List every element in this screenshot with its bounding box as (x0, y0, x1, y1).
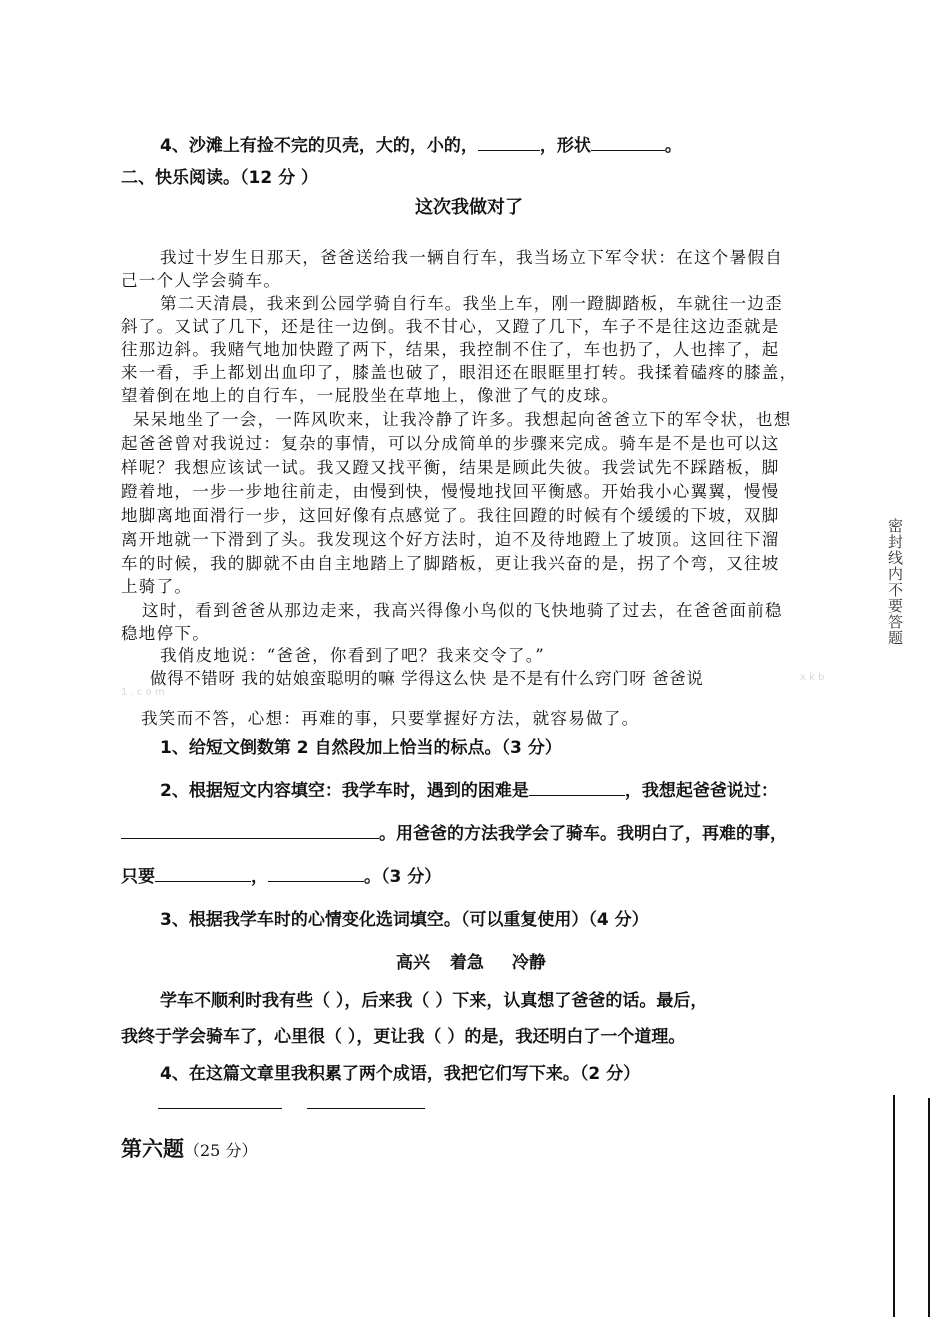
section-6-title: 第六题 (121, 1137, 184, 1161)
watermark: 1 . c o m (121, 687, 165, 698)
question-1: 1、给短文倒数第 2 自然段加上恰当的标点。（3 分） (160, 738, 562, 758)
article-line: 样呢？我想应该试一试。我又蹬又找平衡，结果是顾此失彼。我尝试先不踩踏板，脚 (121, 458, 780, 477)
question-4: 4、在这篇文章里我积累了两个成语，我把它们写下来。（2 分） (160, 1064, 641, 1084)
question-2-line-3 (121, 862, 441, 887)
seal-line-note: 密封线内不要答题 (886, 518, 904, 646)
article-title: 这次我做对了 (415, 197, 523, 218)
article-line: 做得不错呀 我的姑娘蛮聪明的嘛 学得这么快 是不是有什么窍门呀 爸爸说 (150, 669, 704, 688)
article-line: 地脚离地面滑行一步，这回好像有点感觉了。我往回蹬的时候有个缓缓的下坡，双脚 (121, 506, 780, 525)
article-line: 来一看，手上都划出血印了，膝盖也破了，眼泪还在眼眶里打转。我揉着磕疼的膝盖， (121, 363, 798, 382)
q2-blank-4[interactable] (268, 865, 364, 882)
question-2 (160, 776, 778, 801)
article-line: 蹬着地，一步一步地往前走，由慢到快，慢慢地找回平衡感。开始我小心翼翼，慢慢 (121, 482, 780, 501)
question-3: 3、根据我学车时的心情变化选词填空。（可以重复使用）（4 分） (160, 910, 649, 930)
q4-blank-2[interactable] (591, 134, 665, 151)
q2-blank-3[interactable] (155, 865, 251, 882)
article-line: 上骑了。 (121, 577, 193, 596)
seal-line (928, 1098, 930, 1317)
article-line: 往那边斜。我赌气地加快蹬了两下，结果，我控制不住了，车也扔了，人也摔了，起 (121, 340, 780, 359)
section-2-heading: 二、快乐阅读。（12 分 ） (121, 168, 318, 188)
q4-text-b: ，形状 (539, 136, 591, 156)
article-line: 我过十岁生日那天，爸爸送给我一辆自行车，我当场立下军令状：在这个暑假自 (160, 248, 783, 267)
question-2-line-2 (121, 819, 787, 844)
article-line: 这时，看到爸爸从那边走来，我高兴得像小鸟似的飞快地骑了过去，在爸爸面前稳 (142, 601, 783, 620)
word-choice: 冷静 (511, 953, 546, 973)
seal-line (893, 1095, 895, 1317)
question-3-line-1: 学车不顺利时我有些（ ），后来我（ ）下来，认真想了爸爸的话。最后， (160, 991, 708, 1011)
q2-text-f: 。（3 分） (364, 867, 442, 887)
article-line: 起爸爸曾对我说过：复杂的事情，可以分成简单的步骤来完成。骑车是不是也可以这 (121, 434, 780, 453)
q2-blank-quote[interactable] (121, 822, 379, 839)
watermark: x k b (800, 672, 825, 683)
article-line: 第二天清晨，我来到公园学骑自行车。我坐上车，刚一蹬脚踏板，车就往一边歪 (160, 294, 783, 313)
idiom-blank-1[interactable] (158, 1108, 282, 1109)
word-choices (396, 948, 546, 973)
section-6-heading (121, 1133, 257, 1163)
article-line: 呆呆地坐了一会，一阵风吹来，让我冷静了许多。我想起向爸爸立下的军令状，也想 (133, 410, 792, 429)
q4-text-c: 。 (664, 136, 682, 156)
article-line: 斜了。又试了几下，还是往一边倒。我不甘心，又蹬了几下，车子不是往这边歪就是 (121, 317, 780, 336)
q2-text-b: ，我想起爸爸说过： (624, 781, 778, 801)
q2-text-c: 。用爸爸的方法我学会了骑车。我明白了，再难的事， (379, 824, 787, 844)
q2-text-e: ， (251, 867, 268, 887)
q2-text-a: 2、根据短文内容填空：我学车时，遇到的困难是 (160, 781, 529, 801)
section-6-score: （25 分） (184, 1141, 258, 1160)
q2-text-d: 只要 (121, 867, 155, 887)
article-line: 望着倒在地上的自行车，一屁股坐在草地上，像泄了气的皮球。 (121, 386, 620, 405)
word-choice: 高兴 (396, 953, 430, 973)
article-line: 离开地就一下滑到了头。我发现这个好方法时，迫不及待地蹬上了坡顶。这回往下溜 (121, 530, 780, 549)
word-choice: 着急 (449, 953, 484, 973)
q4-text-a: 4、沙滩上有捡不完的贝壳，大的，小的， (160, 136, 478, 156)
question-3-line-2: 我终于学会骑车了，心里很（ ），更让我（ ）的是，我还明白了一个道理。 (121, 1027, 686, 1047)
article-line: 稳地停下。 (121, 624, 210, 643)
article-line: 车的时候，我的脚就不由自主地踏上了脚踏板，更让我兴奋的是，拐了个弯，又往坡 (121, 554, 780, 573)
q4-blank-1[interactable] (478, 134, 540, 151)
question-4-top (160, 131, 682, 156)
article-line: 我俏皮地说：“爸爸，你看到了吧？我来交令了。” (160, 646, 546, 665)
article-line: 己一个人学会骑车。 (121, 271, 282, 290)
article-line: 我笑而不答，心想：再难的事，只要掌握好方法，就容易做了。 (141, 709, 640, 728)
idiom-blank-2[interactable] (307, 1108, 425, 1109)
q2-blank-difficulty[interactable] (529, 779, 625, 796)
